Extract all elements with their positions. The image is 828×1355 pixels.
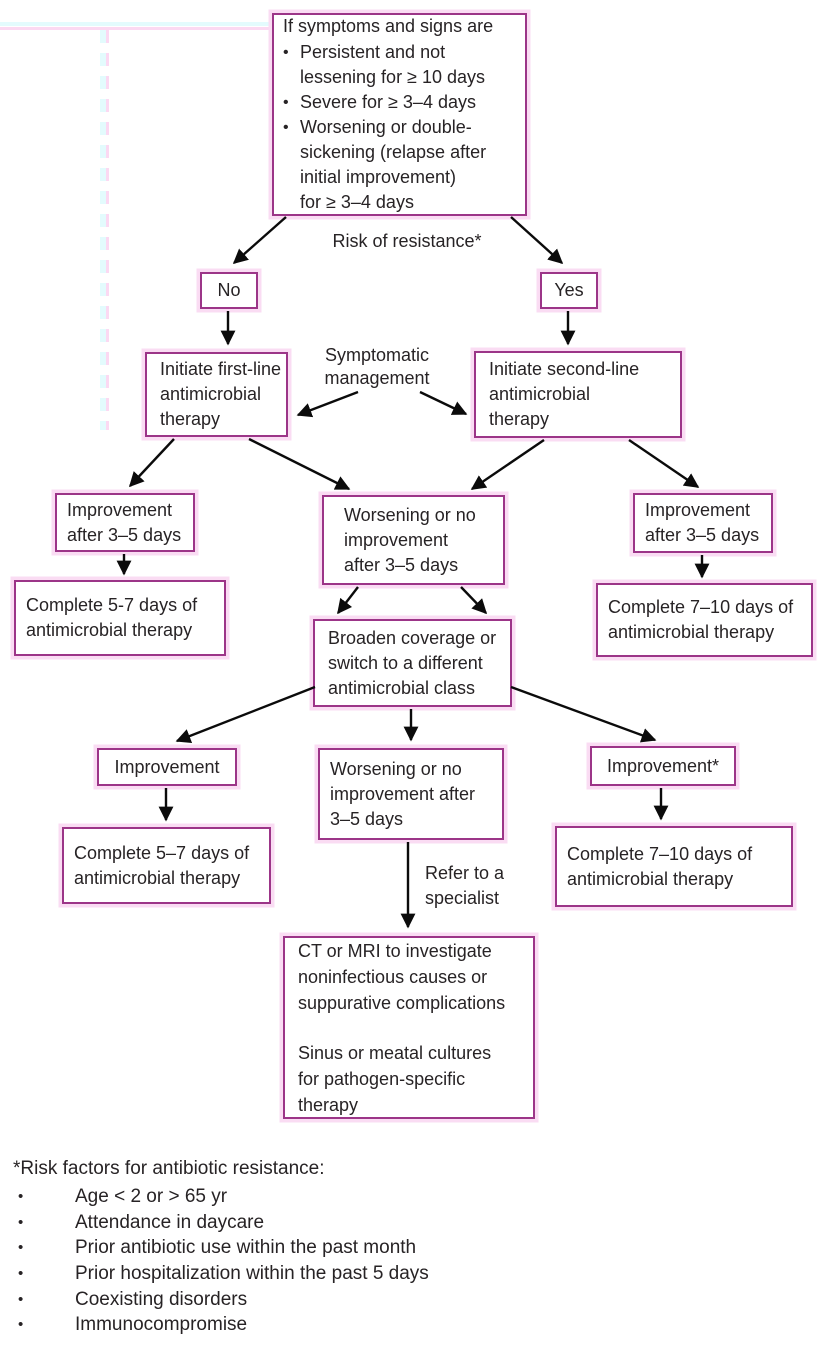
list-item (283, 90, 519, 115)
box-line: antimicrobial therapy (26, 620, 193, 640)
box-line: for pathogen-specific (298, 1068, 466, 1089)
arrow-firstline-to-worsening (249, 439, 349, 489)
arrow-broaden-to-improvement-right (511, 687, 655, 740)
bullet-text: Persistent and not (300, 42, 446, 62)
box-line: therapy (489, 409, 550, 429)
box-line: Worsening or no (344, 504, 476, 525)
second-line-therapy-box (474, 351, 682, 438)
box-line: therapy (298, 1094, 359, 1115)
no-box: No (200, 272, 258, 309)
box-line: therapy (160, 409, 221, 429)
footnote-text: Prior hospitalization within the past 5 days (75, 1263, 429, 1285)
box-line: improvement (344, 529, 449, 550)
improvement-right-box (633, 493, 773, 553)
box-line: antimicrobial therapy (567, 868, 734, 889)
box-line: Improvement (67, 499, 173, 520)
arrow-symptomatic-to-firstline (298, 392, 358, 415)
box-line: suppurative complications (298, 992, 506, 1013)
footnote-text: Coexisting disorders (75, 1288, 248, 1310)
arrow-secondline-to-worsening (472, 440, 544, 489)
yes-box: Yes (540, 272, 598, 309)
arrow-broaden-to-improvement-left (177, 687, 315, 741)
arrow-symptomatic-to-secondline (420, 392, 466, 414)
box-line: 3–5 days (330, 808, 404, 829)
box-title: If symptoms and signs are (283, 16, 494, 36)
bullet-text: Worsening or double- (300, 117, 472, 137)
label-line: Refer to a (425, 863, 505, 883)
complete-5-7-upper-box (14, 580, 226, 656)
label-line: specialist (425, 888, 500, 908)
box-line: switch to a different (328, 652, 483, 673)
box-line: noninfectious causes or (298, 966, 488, 987)
footnote-text: Immunocompromise (75, 1314, 248, 1336)
list-item (283, 115, 519, 215)
list-item (283, 40, 519, 90)
bullet-text: lessening for ≥ 10 days (300, 67, 485, 87)
arrow-start-to-yes (511, 217, 562, 263)
footnote-item (13, 1287, 573, 1313)
footnote-item (13, 1261, 573, 1287)
label-line: Symptomatic (324, 345, 430, 365)
footnote (13, 1157, 573, 1338)
box-line: Initiate first-line (160, 359, 282, 379)
footnote-title: *Risk factors for antibiotic resistance: (13, 1158, 325, 1179)
footnote-text: Attendance in daycare (75, 1211, 265, 1233)
arrow-firstline-to-improvement (130, 439, 174, 486)
bullet-icon: • (18, 1213, 24, 1231)
worsening-mid-box (322, 495, 505, 585)
box-line: antimicrobial (160, 384, 262, 404)
symptomatic-management-label (310, 344, 444, 390)
box-line: Complete 7–10 days of (567, 843, 753, 864)
box-line: Broaden coverage or (328, 627, 497, 648)
box-line: antimicrobial (489, 384, 591, 404)
footnote-item (13, 1210, 573, 1236)
bullet-icon: • (18, 1265, 24, 1283)
footnote-text: Age < 2 or > 65 yr (75, 1186, 228, 1207)
improvement-asterisk-box: Improvement* (590, 746, 736, 786)
ct-mri-cultures-box (283, 936, 535, 1119)
bullet-icon: • (18, 1188, 24, 1205)
box-line: CT or MRI to investigate (298, 940, 492, 961)
box-line: Complete 5–7 days of (74, 842, 250, 863)
bullet-text: sickening (relapse after (300, 142, 487, 162)
first-line-therapy-box (145, 352, 288, 437)
bullet-text: Severe for ≥ 3–4 days (300, 92, 476, 112)
box-line: Complete 5-7 days of (26, 595, 198, 615)
bullet-icon: • (18, 1290, 24, 1308)
scan-artifact-dashed-line (106, 30, 109, 430)
box-line: antimicrobial class (328, 677, 476, 698)
symptoms-criteria-box (272, 13, 527, 216)
improvement-lower-left-box: Improvement (97, 748, 237, 786)
improvement-left-box (55, 493, 195, 552)
box-line: improvement after (330, 783, 476, 804)
complete-5-7-lower-box (62, 827, 271, 904)
box-line: after 3–5 days (645, 525, 760, 545)
bullet-icon: • (283, 44, 289, 61)
scan-artifact-line (0, 27, 270, 30)
arrow-worsening-to-broaden-right (461, 587, 486, 613)
arrow-start-to-no (234, 217, 286, 263)
risk-of-resistance-label: Risk of resistance* (332, 231, 482, 251)
box-line: Worsening or no (330, 758, 462, 779)
broaden-coverage-box (313, 619, 512, 707)
box-line: Sinus or meatal cultures (298, 1042, 492, 1063)
box-line: after 3–5 days (67, 524, 182, 545)
box-line: antimicrobial therapy (74, 867, 241, 888)
box-line: Initiate second-line (489, 359, 640, 379)
complete-7-10-lower-box (555, 826, 793, 907)
box-line: antimicrobial therapy (608, 622, 775, 642)
footnote-item (13, 1184, 573, 1210)
bullet-text: for ≥ 3–4 days (300, 192, 414, 212)
complete-7-10-upper-box (596, 583, 813, 657)
worsening-lower-mid-box (318, 748, 504, 840)
box-line: Complete 7–10 days of (608, 597, 794, 617)
box-line: Improvement (645, 500, 751, 520)
label-line: management (324, 368, 430, 388)
footnote-item (13, 1312, 573, 1338)
refer-to-specialist-label (425, 861, 535, 911)
arrow-worsening-to-broaden-left (338, 587, 358, 613)
bullet-icon: • (18, 1316, 24, 1334)
scan-artifact-line (0, 22, 270, 26)
bullet-icon: • (283, 94, 289, 111)
box-line: after 3–5 days (344, 554, 459, 575)
footnote-text: Prior antibiotic use within the past month (75, 1237, 417, 1259)
arrow-secondline-to-improvement (629, 440, 698, 487)
bullet-icon: • (18, 1239, 24, 1257)
footnote-item (13, 1235, 573, 1261)
bullet-icon: • (283, 119, 289, 136)
bullet-text: initial improvement) (300, 167, 457, 187)
